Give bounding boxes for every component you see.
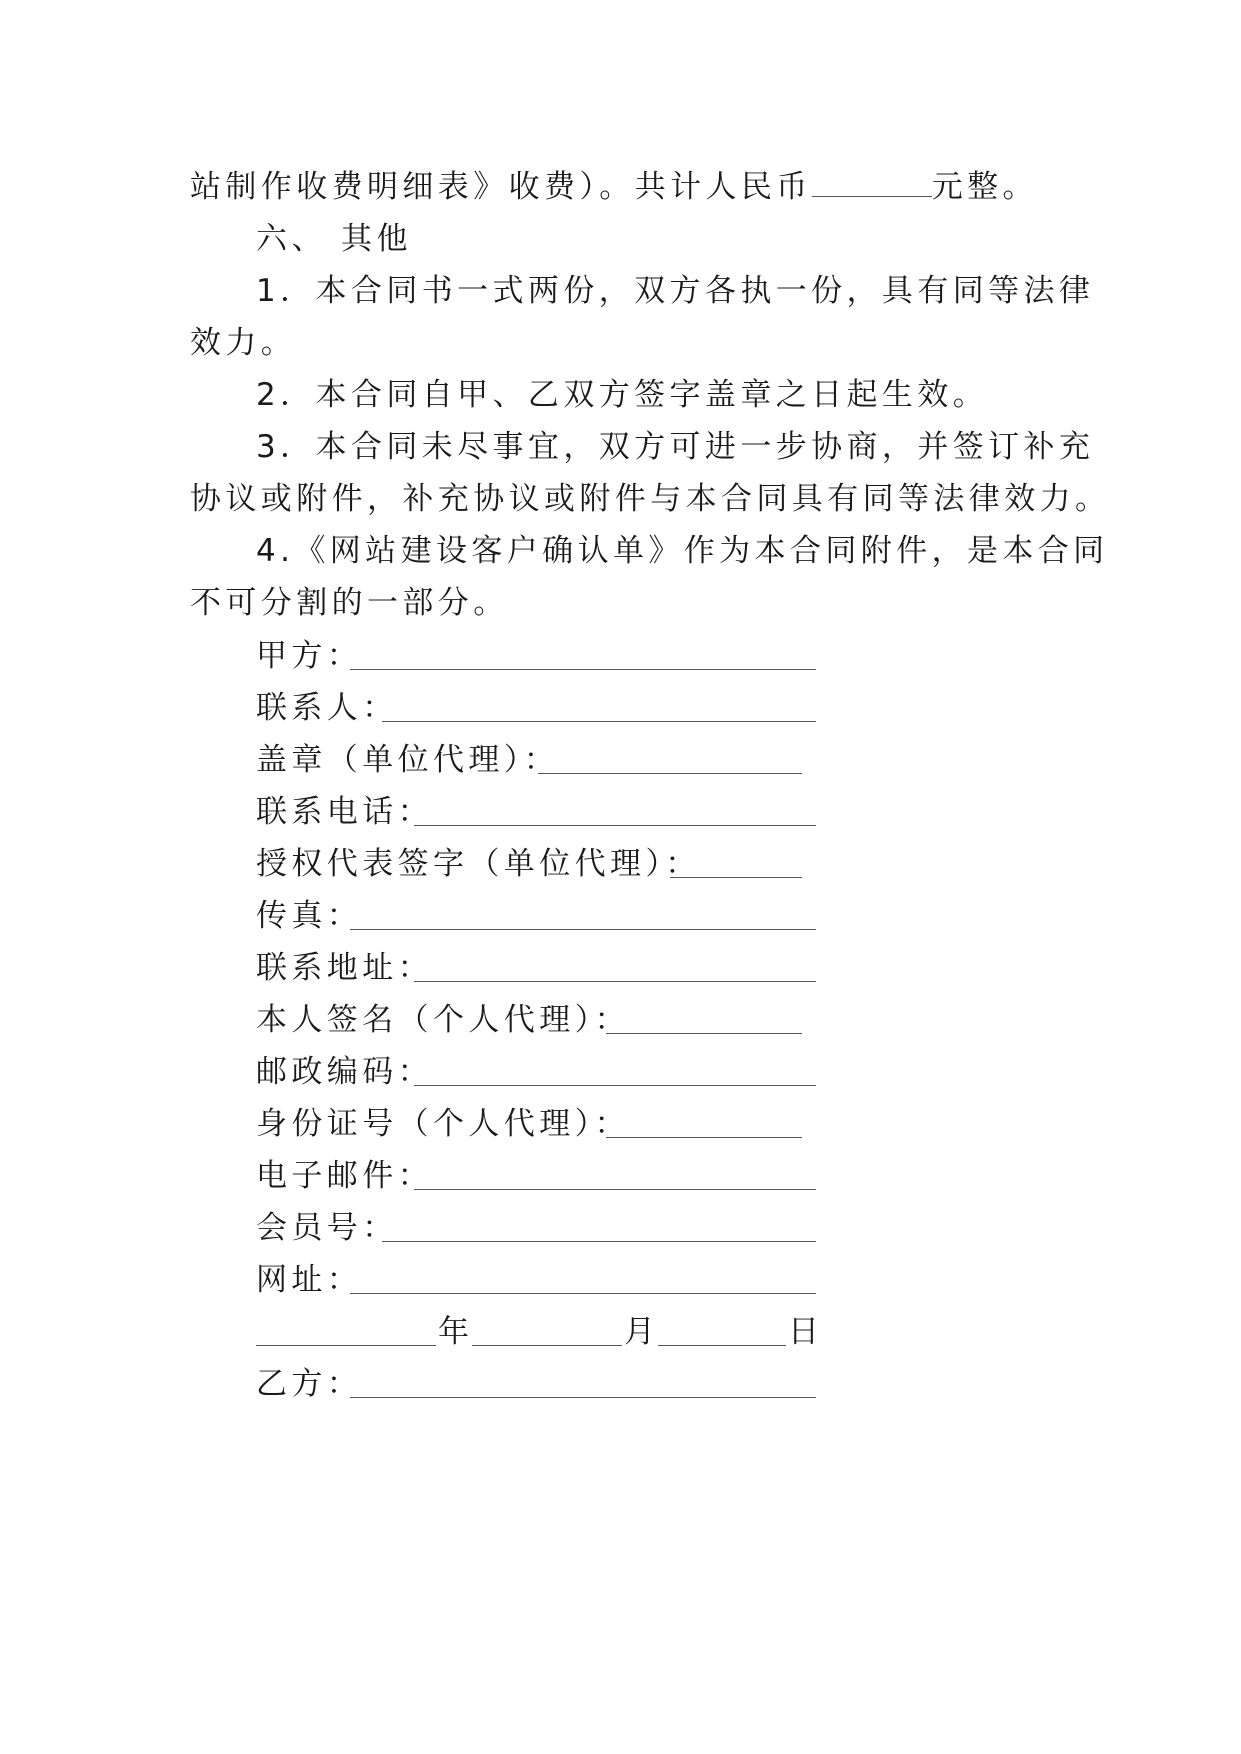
field-fax — [256, 896, 816, 936]
clause-4-line-1: 4.《网站建设客户确认单》作为本合同附件，是本合同 — [256, 533, 1109, 569]
field-label: 本人签名（个人代理）： — [256, 1002, 630, 1038]
field-label: 传真： — [256, 898, 363, 934]
field-blank[interactable] — [414, 825, 816, 826]
field-personal-signature — [256, 1000, 816, 1040]
field-blank[interactable] — [414, 981, 816, 982]
amount-line — [190, 167, 1038, 207]
field-contact-person — [256, 688, 816, 728]
field-authorized-signature — [256, 844, 816, 884]
field-label: 联系电话： — [256, 794, 433, 830]
field-label: 联系人： — [256, 690, 398, 726]
field-website — [256, 1260, 816, 1300]
field-label: 网址： — [256, 1262, 363, 1298]
day-label: 日 — [788, 1314, 824, 1350]
field-blank[interactable] — [606, 1033, 802, 1034]
year-blank[interactable] — [256, 1345, 436, 1346]
field-email — [256, 1156, 816, 1196]
amount-blank[interactable] — [812, 168, 932, 197]
clause-2-line-1: 2．本合同自甲、乙双方签字盖章之日起生效。 — [256, 377, 989, 413]
field-company-seal — [256, 740, 816, 780]
month-label: 月 — [624, 1314, 660, 1350]
field-label: 乙方： — [256, 1366, 363, 1402]
field-blank[interactable] — [350, 669, 816, 670]
field-label: 身份证号（个人代理）： — [256, 1106, 630, 1142]
field-blank[interactable] — [382, 721, 816, 722]
field-blank[interactable] — [350, 1293, 816, 1294]
field-contact-phone — [256, 792, 816, 832]
field-label: 甲方： — [256, 638, 363, 674]
field-label: 授权代表签字（单位代理）： — [256, 846, 701, 882]
field-member-number — [256, 1208, 816, 1248]
clause-3-line-2: 协议或附件，补充协议或附件与本合同具有同等法律效力。 — [190, 481, 1111, 517]
clause-4-line-2: 不可分割的一部分。 — [190, 585, 509, 621]
field-blank[interactable] — [414, 1085, 816, 1086]
field-label: 电子邮件： — [256, 1158, 433, 1194]
clause-1-line-1: 1．本合同书一式两份，双方各执一份，具有同等法律 — [256, 273, 1095, 309]
field-label: 邮政编码： — [256, 1054, 433, 1090]
month-blank[interactable] — [472, 1345, 622, 1346]
field-label: 盖章（单位代理）： — [256, 742, 560, 778]
field-blank[interactable] — [606, 1137, 802, 1138]
year-label: 年 — [438, 1314, 474, 1350]
field-blank[interactable] — [414, 1189, 816, 1190]
clause-1-line-2: 效力。 — [190, 325, 297, 361]
field-party-a — [256, 636, 816, 676]
day-blank[interactable] — [658, 1345, 786, 1346]
field-party-b — [256, 1364, 816, 1404]
clause-3-line-1: 3．本合同未尽事宜，双方可进一步协商，并签订补充 — [256, 429, 1095, 465]
field-blank[interactable] — [670, 877, 802, 878]
field-blank[interactable] — [538, 773, 802, 774]
field-contact-address — [256, 948, 816, 988]
amount-line-text: 站制作收费明细表》收费）。共计人民币 — [190, 169, 812, 205]
field-id-number — [256, 1104, 816, 1144]
field-blank[interactable] — [350, 929, 816, 930]
field-label: 会员号： — [256, 1210, 398, 1246]
field-label: 联系地址： — [256, 950, 433, 986]
section-heading: 六、 其他 — [256, 221, 412, 257]
field-postal-code — [256, 1052, 816, 1092]
field-blank[interactable] — [382, 1241, 816, 1242]
field-blank[interactable] — [350, 1397, 816, 1398]
amount-line-tail: 元整。 — [931, 169, 1038, 205]
